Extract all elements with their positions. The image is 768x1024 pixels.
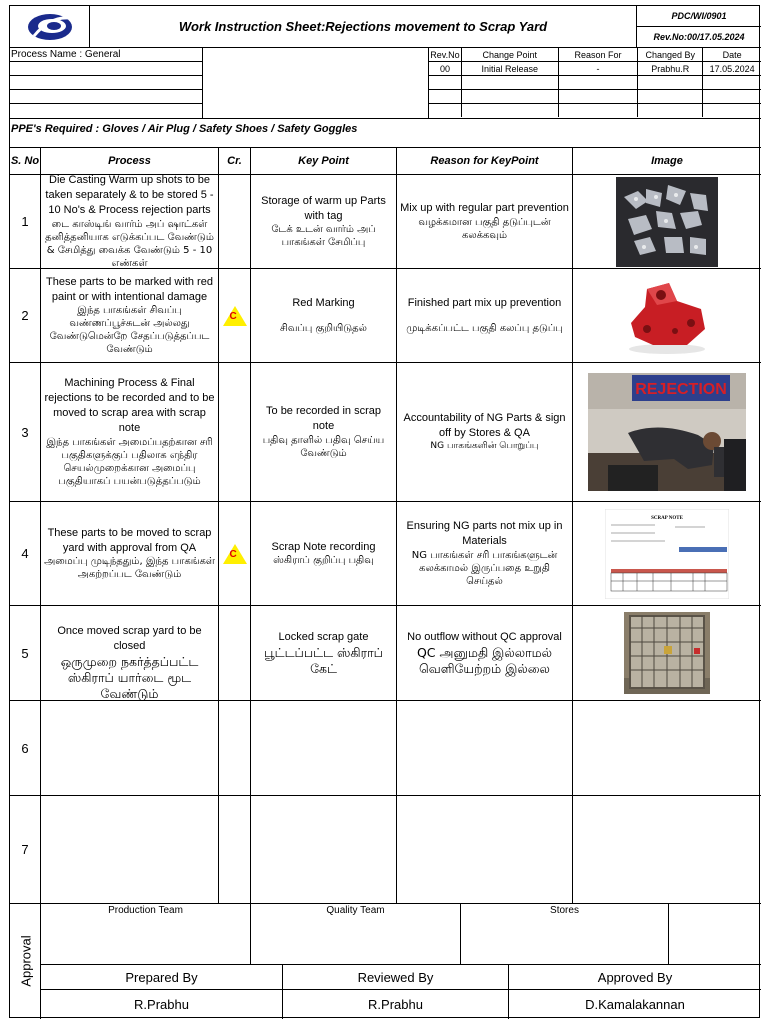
svg-text:SCRAP NOTE: SCRAP NOTE [651, 515, 683, 521]
approval-roles: Prepared By Reviewed By Approved By [41, 964, 761, 990]
ppe-requirement: PPE's Required : Gloves / Air Plug / Safety Shoes / Safety Goggles [10, 118, 761, 148]
key-point-cell: Scrap Note recording ஸ்கிராப் குறிப்பு பதிவு [251, 502, 397, 605]
criticality-cell [219, 269, 251, 362]
reason-cell: Finished part mix up prevention முடிக்கப்பட்ட பகுதி கலப்பு தடுப்பு [397, 269, 573, 362]
rejection-bin-photo [588, 373, 746, 491]
table-row: 2 These parts to be marked with red paint or with intentional damage இந்த பாகங்கள் சிவப்பு வண்ணப்பூச்சுடன் அல்லது வேண்டுமென்றே சேதப்படுத்தப்பட வேண்டும் C Red Marking சிவப்பு குறியிடுதல் Finished part mix up prevention முடிக்கப்பட்ட பகுதி கலப்பு தடுப்பு [10, 269, 761, 363]
key-point-cell: Storage of warm up Parts with tag டேக் உடன் வார்ம் அப் பாகங்கள் சேமிப்பு [251, 175, 397, 268]
warm-up-parts-photo [616, 177, 718, 267]
reviewed-by-name: R.Prabhu [283, 990, 509, 1019]
process-name-block [10, 48, 203, 118]
image-cell [573, 502, 761, 605]
key-point-cell: Locked scrap gate பூட்டப்பட்ட ஸ்கிராப் கேட் [251, 606, 397, 700]
table-row: 5 Once moved scrap yard to be closed ஒருமுறை நகர்த்தப்பட்ட ஸ்கிராப் யார்டை மூட வேண்டும் Locked scrap gate பூட்டப்பட்ட ஸ்கிராப் கேட் No outflow without QC approval QC அனுமதி இல்லாமல் வெளியேற்றம் இல்லை [10, 606, 761, 701]
change-table [428, 48, 761, 118]
table-row: 4 These parts to be moved to scrap yard with approval from QA அமைப்பு முடிந்ததும், இந்த பாகங்கள் அகற்றப்பட வேண்டும் C Scrap Note recording ஸ்கிராப் குறிப்பு பதிவு Ensuring NG parts not mix up in Materials NG பாகங்கள் சரி பாகங்களுடன் கலக்காமல் இருப்பதை உறுதி செய்தல் SCRAP NOTE [10, 502, 761, 606]
column-headers: S. No Process Cr. Key Point Reason for KeyPoint Image [10, 148, 761, 175]
table-row: 7 [10, 796, 761, 904]
approval-teams: Production Team Quality Team Stores [41, 904, 761, 964]
image-cell [573, 363, 761, 501]
svg-text:REJECTION: REJECTION [635, 381, 727, 398]
approval-label-cell [10, 904, 41, 1019]
change-table-header: Rev.No Change Point Reason For Changed By Date [429, 48, 761, 62]
criticality-cell [219, 606, 251, 700]
work-instruction-sheet [9, 5, 760, 1018]
criticality-cell [219, 363, 251, 501]
caution-triangle-icon: C [223, 306, 247, 326]
page-title: Work Instruction Sheet:Rejections movement to Scrap Yard [90, 6, 636, 48]
process-cell: Machining Process & Final rejections to be recorded and to be moved to scrap area with scrap note இந்த பாகங்கள் அமைப்பதற்கான சரி பகுதிகளுக்குப் பதிலாக எந்திர செயல்முறைக்கான அமைப்பு பகுதியாகப் பயன்படுத்தப்படும் [41, 363, 219, 501]
logo-cell [10, 6, 90, 48]
caution-triangle-icon: C [223, 544, 247, 564]
red-part-photo [617, 275, 717, 357]
key-point-cell: Red Marking சிவப்பு குறியிடுதல் [251, 269, 397, 362]
criticality-cell [219, 175, 251, 268]
image-cell [573, 606, 761, 700]
table-row: 6 [10, 701, 761, 796]
revision-number: Rev.No:00/17.05.2024 [637, 27, 761, 48]
change-table-row: 00 Initial Release - Prabhu.R 17.05.2024 [429, 62, 761, 76]
scrap-note-form [605, 509, 729, 599]
reason-cell: Ensuring NG parts not mix up in Materials NG பாகங்கள் சரி பாகங்களுடன் கலக்காமல் இருப்பதை உறுதி செய்தல் [397, 502, 573, 605]
image-cell [573, 269, 761, 362]
doc-number: PDC/WI/0901 [637, 6, 761, 27]
doc-ref-block [636, 6, 761, 48]
table-row: 1 Die Casting Warm up shots to be taken separately & to be stored 5 - 10 No's & Process rejection parts டை காஸ்டிங் வார்ம் அப் ஷாட்கள் தனித்தனியாக எடுக்கப்பட வேண்டும் & சேமித்து வைக்க வேண்டும் 5 - 10 எண்கள் Storage of warm up Parts with tag டேக் உடன் வார்ம் அப் பாகங்கள் சேமிப்பு Mix up with regular part prevention வழக்கமான பகுதி தடுப்புடன் கலக்கவும் [10, 175, 761, 269]
criticality-cell [219, 502, 251, 605]
image-cell [573, 175, 761, 268]
table-row: 3 Machining Process & Final rejections to be recorded and to be moved to scrap area with scrap note இந்த பாகங்கள் அமைப்பதற்கான சரி பகுதிகளுக்குப் பதிலாக எந்திர செயல்முறைக்கான அமைப்பு பகுதியாகப் பயன்படுத்தப்படும் To be recorded in scrap note பதிவு தாளில் பதிவு செய்ய வேண்டும் Accountability of NG Parts & sign off by Stores & QA NG பாகங்களின் பொறுப்பு REJECTION [10, 363, 761, 502]
approval-names [41, 990, 761, 1019]
scrap-gate-photo [624, 612, 710, 694]
reason-cell: Accountability of NG Parts & sign off by Stores & QA NG பாகங்களின் பொறுப்பு [397, 363, 573, 501]
reason-cell: No outflow without QC approval QC அனுமதி இல்லாமல் வெளியேற்றம் இல்லை [397, 606, 573, 700]
process-cell: Once moved scrap yard to be closed ஒருமுறை நகர்த்தப்பட்ட ஸ்கிராப் யார்டை மூட வேண்டும் [41, 606, 219, 700]
reason-cell: Mix up with regular part prevention வழக்கமான பகுதி தடுப்புடன் கலக்கவும் [397, 175, 573, 268]
process-cell: Die Casting Warm up shots to be taken separately & to be stored 5 - 10 No's & Process rejection parts டை காஸ்டிங் வார்ம் அப் ஷாட்கள் தனித்தனியாக எடுக்கப்பட வேண்டும் & சேமித்து வைக்க வேண்டும் 5 - 10 எண்கள் [41, 175, 219, 268]
key-point-cell: To be recorded in scrap note பதிவு தாளில் பதிவு செய்ய வேண்டும் [251, 363, 397, 501]
company-logo-icon [10, 6, 90, 48]
prepared-by-name: R.Prabhu [41, 990, 283, 1019]
process-name: Process Name : General [10, 48, 203, 62]
approved-by-name: D.Kamalakannan [585, 997, 685, 1012]
approval-label: Approval [18, 935, 34, 987]
process-cell: These parts to be moved to scrap yard with approval from QA அமைப்பு முடிந்ததும், இந்த பாகங்கள் அகற்றப்பட வேண்டும் [41, 502, 219, 605]
process-cell: These parts to be marked with red paint or with intentional damage இந்த பாகங்கள் சிவப்பு வண்ணப்பூச்சுடன் அல்லது வேண்டுமென்றே சேதப்படுத்தப்பட வேண்டும் [41, 269, 219, 362]
